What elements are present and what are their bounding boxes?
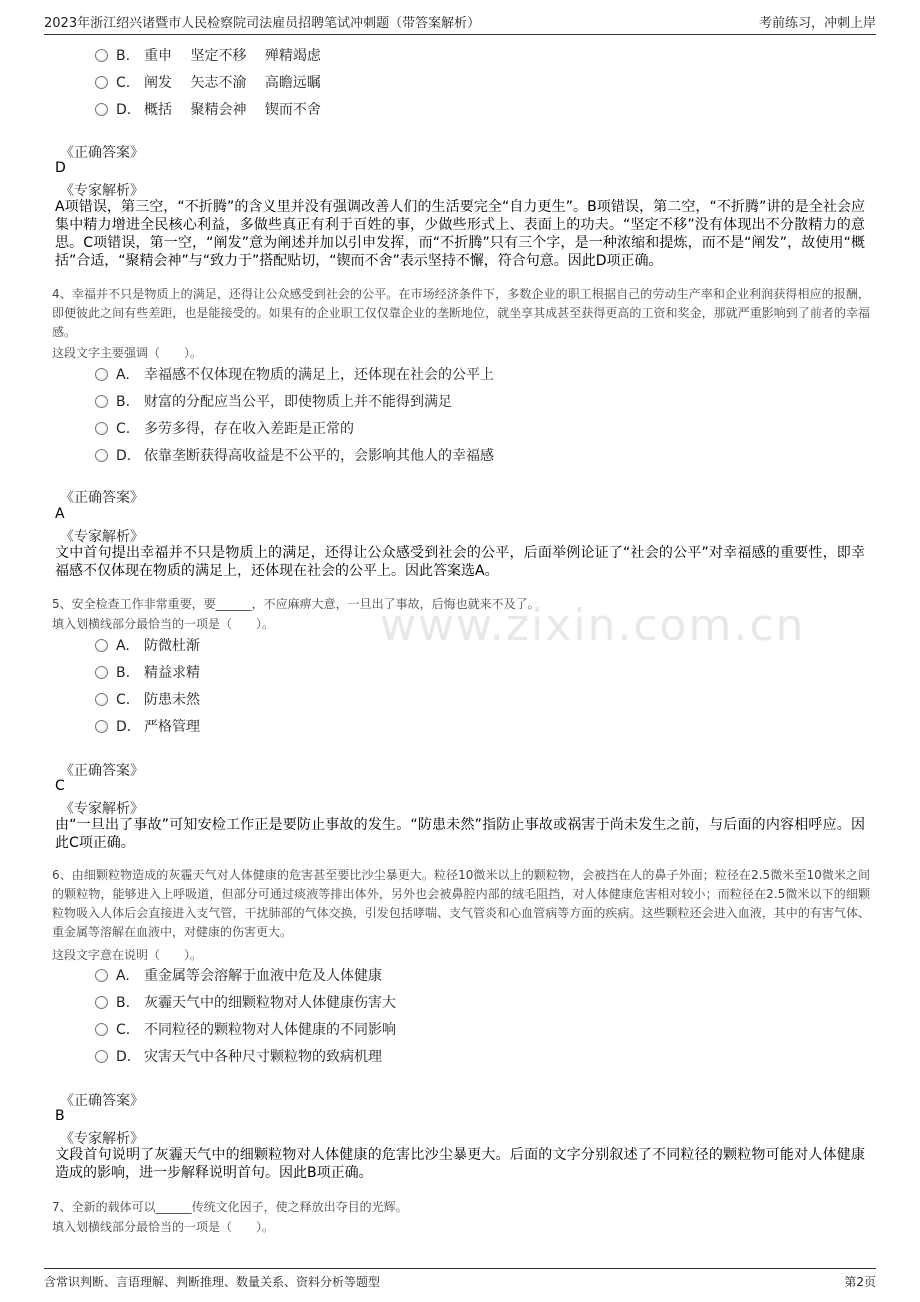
option-letter: A. bbox=[116, 968, 130, 984]
explanation-label: 《专家解析》 bbox=[60, 1131, 144, 1147]
radio-icon[interactable] bbox=[95, 666, 108, 679]
option-a[interactable] bbox=[95, 364, 494, 388]
radio-icon[interactable] bbox=[95, 76, 108, 89]
radio-icon[interactable] bbox=[95, 693, 108, 706]
option-letter: C. bbox=[116, 421, 131, 437]
radio-icon[interactable] bbox=[95, 49, 108, 62]
option-a[interactable] bbox=[95, 635, 200, 659]
option-d[interactable] bbox=[95, 445, 494, 469]
option-letter: C. bbox=[116, 692, 131, 708]
watermark: www.zixin.com.cn bbox=[380, 600, 806, 651]
question-text: 4、幸福并不只是物质上的满足，还得让公众感受到社会的公平。在市场经济条件下，多数企业的职工根据自己的劳动生产率和企业利润获得相应的报酬，即便彼此之间有些差距，也是能接受的。如果有的企业职工仅仅靠企业的垄断地位，就坐享其成甚至获得更高的工资和奖金，那就严重影响到了前者的幸福感。 bbox=[52, 287, 870, 339]
explanation-label: 《专家解析》 bbox=[60, 183, 144, 199]
page-footer bbox=[44, 1268, 876, 1293]
answer-value: D bbox=[55, 160, 66, 176]
radio-icon[interactable] bbox=[95, 639, 108, 652]
explanation-label: 《专家解析》 bbox=[60, 529, 144, 545]
option-b[interactable] bbox=[95, 992, 396, 1016]
option-d[interactable] bbox=[95, 99, 321, 123]
question-prompt: 这段文字意在说明（ ）。 bbox=[52, 948, 203, 962]
explanation-label: 《专家解析》 bbox=[60, 801, 144, 817]
explanation-text: 由“一旦出了事故”可知安检工作正是要防止事故的发生。“防患未然”指防止事故或祸害于尚未发生之前，与后面的内容相呼应。因此C项正确。 bbox=[55, 817, 865, 851]
radio-icon[interactable] bbox=[95, 368, 108, 381]
explanation-text: A项错误，第三空，“不折腾”的含义里并没有强调改善人们的生活要完全“自力更生”。B项错误，第二空，“不折腾”讲的是全社会应集中精力增进全民核心利益，多做些真正有利于百姓的事，少做些形式上、表面上的功夫。“坚定不移”没有体现出不分散精力的意思。C项错误，第一空，“阐发”意为阐述并加以引申发挥，而“不折腾”只有三个字，是一种浓缩和提炼，而不是“阐发”，故使用“概括”合适，“聚精会神”与“致力于”搭配贴切，“锲而不舍”表示坚持不懈，符合句意。因此D项正确。 bbox=[55, 199, 865, 269]
option-text: 重申 坚定不移 殚精竭虑 bbox=[144, 48, 321, 64]
option-text: 灾害天气中各种尺寸颗粒物的致病机理 bbox=[144, 1049, 382, 1065]
document-title: 2023年浙江绍兴诸暨市人民检察院司法雇员招聘笔试冲刺题（带答案解析） bbox=[44, 16, 481, 31]
option-text: 防微杜渐 bbox=[144, 638, 200, 654]
radio-icon[interactable] bbox=[95, 996, 108, 1009]
question-text: 6、由细颗粒物造成的灰霾天气对人体健康的危害甚至要比沙尘暴更大。粒径10微米以上的颗粒物，会被挡在人的鼻子外面；粒径在2.5微米至10微米之间的颗粒物，能够进入上呼吸道，但部分可通过痰液等排出体外，另外也会被鼻腔内部的绒毛阻挡，对人体健康危害相对较小；而粒径在2.5微米以下的细颗粒物吸入人体后会直接进入支气管，干扰肺部的气体交换，引发包括哮喘、支气管炎和心血管病等方面的疾病。这些颗粒还会进入血液，其中的有害气体、重金属等溶解在血液中，对健康的伤害更大。 bbox=[52, 868, 870, 939]
option-text: 阐发 矢志不渝 高瞻远瞩 bbox=[144, 75, 321, 91]
radio-icon[interactable] bbox=[95, 449, 108, 462]
option-letter: A. bbox=[116, 367, 130, 383]
question-text: 7、全新的载体可以______传统文化因子，使之释放出夺目的光辉。 bbox=[52, 1200, 408, 1214]
radio-icon[interactable] bbox=[95, 1050, 108, 1063]
option-text: 重金属等会溶解于血液中危及人体健康 bbox=[144, 968, 382, 984]
option-text: 依靠垄断获得高收益是不公平的，会影响其他人的幸福感 bbox=[144, 448, 494, 464]
radio-icon[interactable] bbox=[95, 720, 108, 733]
radio-icon[interactable] bbox=[95, 422, 108, 435]
option-letter: B. bbox=[116, 48, 131, 64]
option-c[interactable] bbox=[95, 418, 354, 442]
footer-note: 含常识判断、言语理解、判断推理、数量关系、资料分析等题型 bbox=[44, 1275, 381, 1289]
option-text: 灰霾天气中的细颗粒物对人体健康伤害大 bbox=[144, 995, 396, 1011]
radio-icon[interactable] bbox=[95, 969, 108, 982]
answer-value: B bbox=[55, 1108, 65, 1124]
option-text: 多劳多得，存在收入差距是正常的 bbox=[144, 421, 354, 437]
option-d[interactable] bbox=[95, 1046, 382, 1070]
option-letter: D. bbox=[116, 448, 132, 464]
question-prompt: 填入划横线部分最恰当的一项是（ ）。 bbox=[52, 1220, 275, 1234]
option-d[interactable] bbox=[95, 716, 200, 740]
option-letter: D. bbox=[116, 102, 132, 118]
header-slogan: 考前练习，冲刺上岸 bbox=[758, 16, 876, 31]
option-text: 概括 聚精会神 锲而不舍 bbox=[144, 102, 321, 118]
option-letter: D. bbox=[116, 719, 132, 735]
option-letter: D. bbox=[116, 1049, 132, 1065]
radio-icon[interactable] bbox=[95, 103, 108, 116]
answer-value: C bbox=[55, 778, 65, 794]
option-text: 财富的分配应当公平，即使物质上并不能得到满足 bbox=[144, 394, 452, 410]
answer-label: 《正确答案》 bbox=[60, 1093, 144, 1109]
option-text: 防患未然 bbox=[144, 692, 200, 708]
question-prompt: 这段文字主要强调（ ）。 bbox=[52, 346, 203, 360]
option-letter: B. bbox=[116, 394, 131, 410]
radio-icon[interactable] bbox=[95, 1023, 108, 1036]
option-a[interactable] bbox=[95, 965, 382, 989]
option-b[interactable] bbox=[95, 391, 452, 415]
option-c[interactable] bbox=[95, 72, 321, 96]
explanation-text: 文段首句说明了灰霾天气中的细颗粒物对人体健康的危害比沙尘暴更大。后面的文字分别叙述了不同粒径的颗粒物可能对人体健康造成的影响，进一步解释说明首句。因此B项正确。 bbox=[55, 1147, 865, 1181]
option-letter: A. bbox=[116, 638, 130, 654]
option-text: 不同粒径的颗粒物对人体健康的不同影响 bbox=[144, 1022, 396, 1038]
question-text: 5、安全检查工作非常重要，要______，不应麻痹大意，一旦出了事故，后悔也就来不及了。 bbox=[52, 597, 540, 611]
page-number: 第2页 bbox=[844, 1275, 876, 1289]
option-letter: B. bbox=[116, 665, 131, 681]
option-letter: B. bbox=[116, 995, 131, 1011]
option-c[interactable] bbox=[95, 1019, 396, 1043]
answer-label: 《正确答案》 bbox=[60, 145, 144, 161]
answer-label: 《正确答案》 bbox=[60, 763, 144, 779]
option-text: 精益求精 bbox=[144, 665, 200, 681]
option-c[interactable] bbox=[95, 689, 200, 713]
option-text: 幸福感不仅体现在物质的满足上，还体现在社会的公平上 bbox=[144, 367, 494, 383]
option-letter: C. bbox=[116, 75, 131, 91]
option-b[interactable] bbox=[95, 662, 200, 686]
page-header bbox=[44, 10, 876, 35]
option-letter: C. bbox=[116, 1022, 131, 1038]
radio-icon[interactable] bbox=[95, 395, 108, 408]
answer-value: A bbox=[55, 506, 65, 522]
question-prompt: 填入划横线部分最恰当的一项是（ ）。 bbox=[52, 617, 275, 631]
option-b[interactable] bbox=[95, 45, 321, 69]
option-text: 严格管理 bbox=[144, 719, 200, 735]
explanation-text: 文中首句提出幸福并不只是物质上的满足，还得让公众感受到社会的公平，后面举例论证了“社会的公平”对幸福感的重要性，即幸福感不仅体现在物质的满足上，还体现在社会的公平上。因此答案选A。 bbox=[55, 545, 865, 579]
answer-label: 《正确答案》 bbox=[60, 490, 144, 506]
